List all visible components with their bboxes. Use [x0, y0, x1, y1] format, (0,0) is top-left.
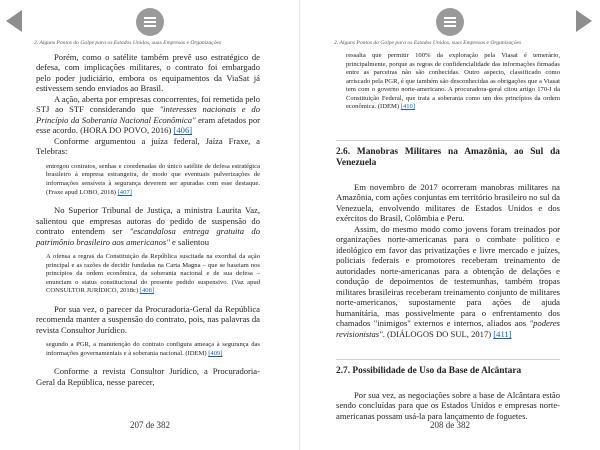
page-nav-left — [0, 6, 299, 36]
paragraph: Conforme a revista Consultor Jurídico, a Procuradoria-Geral da República, nesse parecer, — [36, 366, 260, 387]
section-heading: 2.6. Manobras Militares na Amazônia, ao Sul da Venezuela — [336, 140, 560, 170]
paragraph: Por sua vez, as negociações sobre a base de Alcântara estão sendo concluídas para que os Estados Unidos e empresas norte-americanas possam usá-la para lançamento de foguetes. — [336, 389, 560, 421]
menu-icon[interactable] — [436, 8, 464, 36]
running-head-right: 2. Alguns Pontos do Golpe para os Estados Unidos, suas Empresas e Organizações — [334, 40, 522, 46]
paragraph: A ação, aberta por empresas concorrentes, foi remetida pelo STJ ao STF considerando que "interesses nacionais e do Princípio da Soberania Nacional Econômica" eram afetados por esse acordo. (HORA DO POVO, 2016) [406] — [36, 93, 260, 136]
paragraph: Por sua vez, o parecer da Procuradoria-Geral da República recomenda manter a suspensão do contrato, pois, nas palavras da revista Consultor Jurídico. — [36, 303, 260, 335]
right-page-content — [336, 52, 560, 421]
block-quote: ressalta que permitir 100% da exploração pela Viasat é temerário, principalmente, porque as regras de confidencialidade das informações firmadas entre as parceiras não são conhecidas. Outro aspecto, classificado como arriscado pela PGR, é que também são desconhecidas as obrigações que a Viasat tem com o governo norte-americano. A procuradora-geral citou artigo 170-I da Constituição Federal, que trata a soberania como um dos princípios da ordem econômica. (IDEM) [410] — [346, 52, 560, 111]
paragraph: No Superior Tribunal de Justiça, a ministra Laurita Vaz, salientou que empresas autoras do pedido de suspensão do contrato entendem ser "escandalosa entrega gratuita do patrimônio brasileiro aos americanos" e salientou — [36, 205, 261, 247]
page-number-left: 207 de 382 — [130, 420, 170, 430]
paragraph: Em novembro de 2017 ocorreram manobras militares na Amazônia, com ações conjuntas em território brasileiro no sul da Venezuela, envolvendo militares de Estados Unidos e dos exércitos do Brasil, Colômbia e Peru. — [336, 181, 560, 224]
section-heading: 2.7. Possibilidade de Uso da Base de Alcântara — [336, 359, 560, 377]
page-number-right: 208 de 382 — [430, 420, 470, 430]
page-nav-right — [300, 6, 600, 36]
paragraph: Assim, do mesmo modo como jovens foram treinados por organizações norte-americanas para o combate político e ideológico em favor das privatizações e livre mercado e juízes, policiais federais e promotores receberam treinamento de autoridades norte-americanas para a obtenção de delações e condução de depoimentos de testemunhas, também tropas militares brasileiras receberam treinamento conjunto de militares norte-americanos, supostamente para ações de ajuda humanitária, mas possivelmente para o enfrentamento dos chamados "inimigos" externos e internos, aliados aos "poderes revisionistas". (DIÁLOGOS DO SUL, 2017) [411] — [336, 223, 560, 339]
footnote-link[interactable]: [408] — [139, 287, 155, 295]
paragraph: Conforme argumentou a juíza federal, Jaíza Fraxe, a Telebras: — [36, 135, 260, 157]
menu-icon[interactable] — [136, 8, 164, 36]
running-head-left: 2. Alguns Pontos do Golpe para os Estados Unidos, suas Empresas e Organizações — [34, 40, 222, 46]
paragraph: Porém, como o satélite também prevê uso estratégico de defesa, com implicações militares, o contrato foi embargado pelo poder judiciário, embora os equipamentos da ViaSat já estivessem sendo enviados ao Brasil. — [36, 52, 260, 94]
next-page-icon[interactable] — [576, 10, 592, 32]
footnote-link[interactable]: [410] — [400, 103, 416, 111]
right-page — [300, 0, 600, 450]
left-page-content — [36, 52, 260, 387]
block-quote: A ofensa a regras da Constituição da República suscitada na exordial da ação principal e as razões de decidir fundadas na Carta Magna – que se baseiam nos princípios da ordem econômica, da soberania nacional e de sua defesa – enunciam o status constitucional do presente pedido suspensivo. (Vaz apud CONSULTOR JURÍDICO, 2018c) [408] — [46, 253, 260, 295]
footnote-link[interactable]: [406] — [173, 125, 193, 136]
footnote-link[interactable]: [411] — [493, 328, 512, 339]
block-quote: entregou contratos, senhas e coordenadas do único satélite de defesa estratégica brasileiro à empresa estrangeira, de modo que eventuais pulverizações de informações sensíveis à segurança deverem ser apuradas com esse destaque. (Fraxe apud LOBO, 2018) [407] — [46, 162, 260, 196]
previous-page-icon[interactable] — [6, 10, 22, 32]
footnote-link[interactable]: [409] — [208, 349, 223, 357]
footnote-link[interactable]: [407] — [117, 188, 132, 196]
block-quote: segundo a PGR, a manutenção do contrato configura ameaça à segurança das informações governamentais e à soberania nacional. (IDEM) [409] — [46, 341, 260, 357]
